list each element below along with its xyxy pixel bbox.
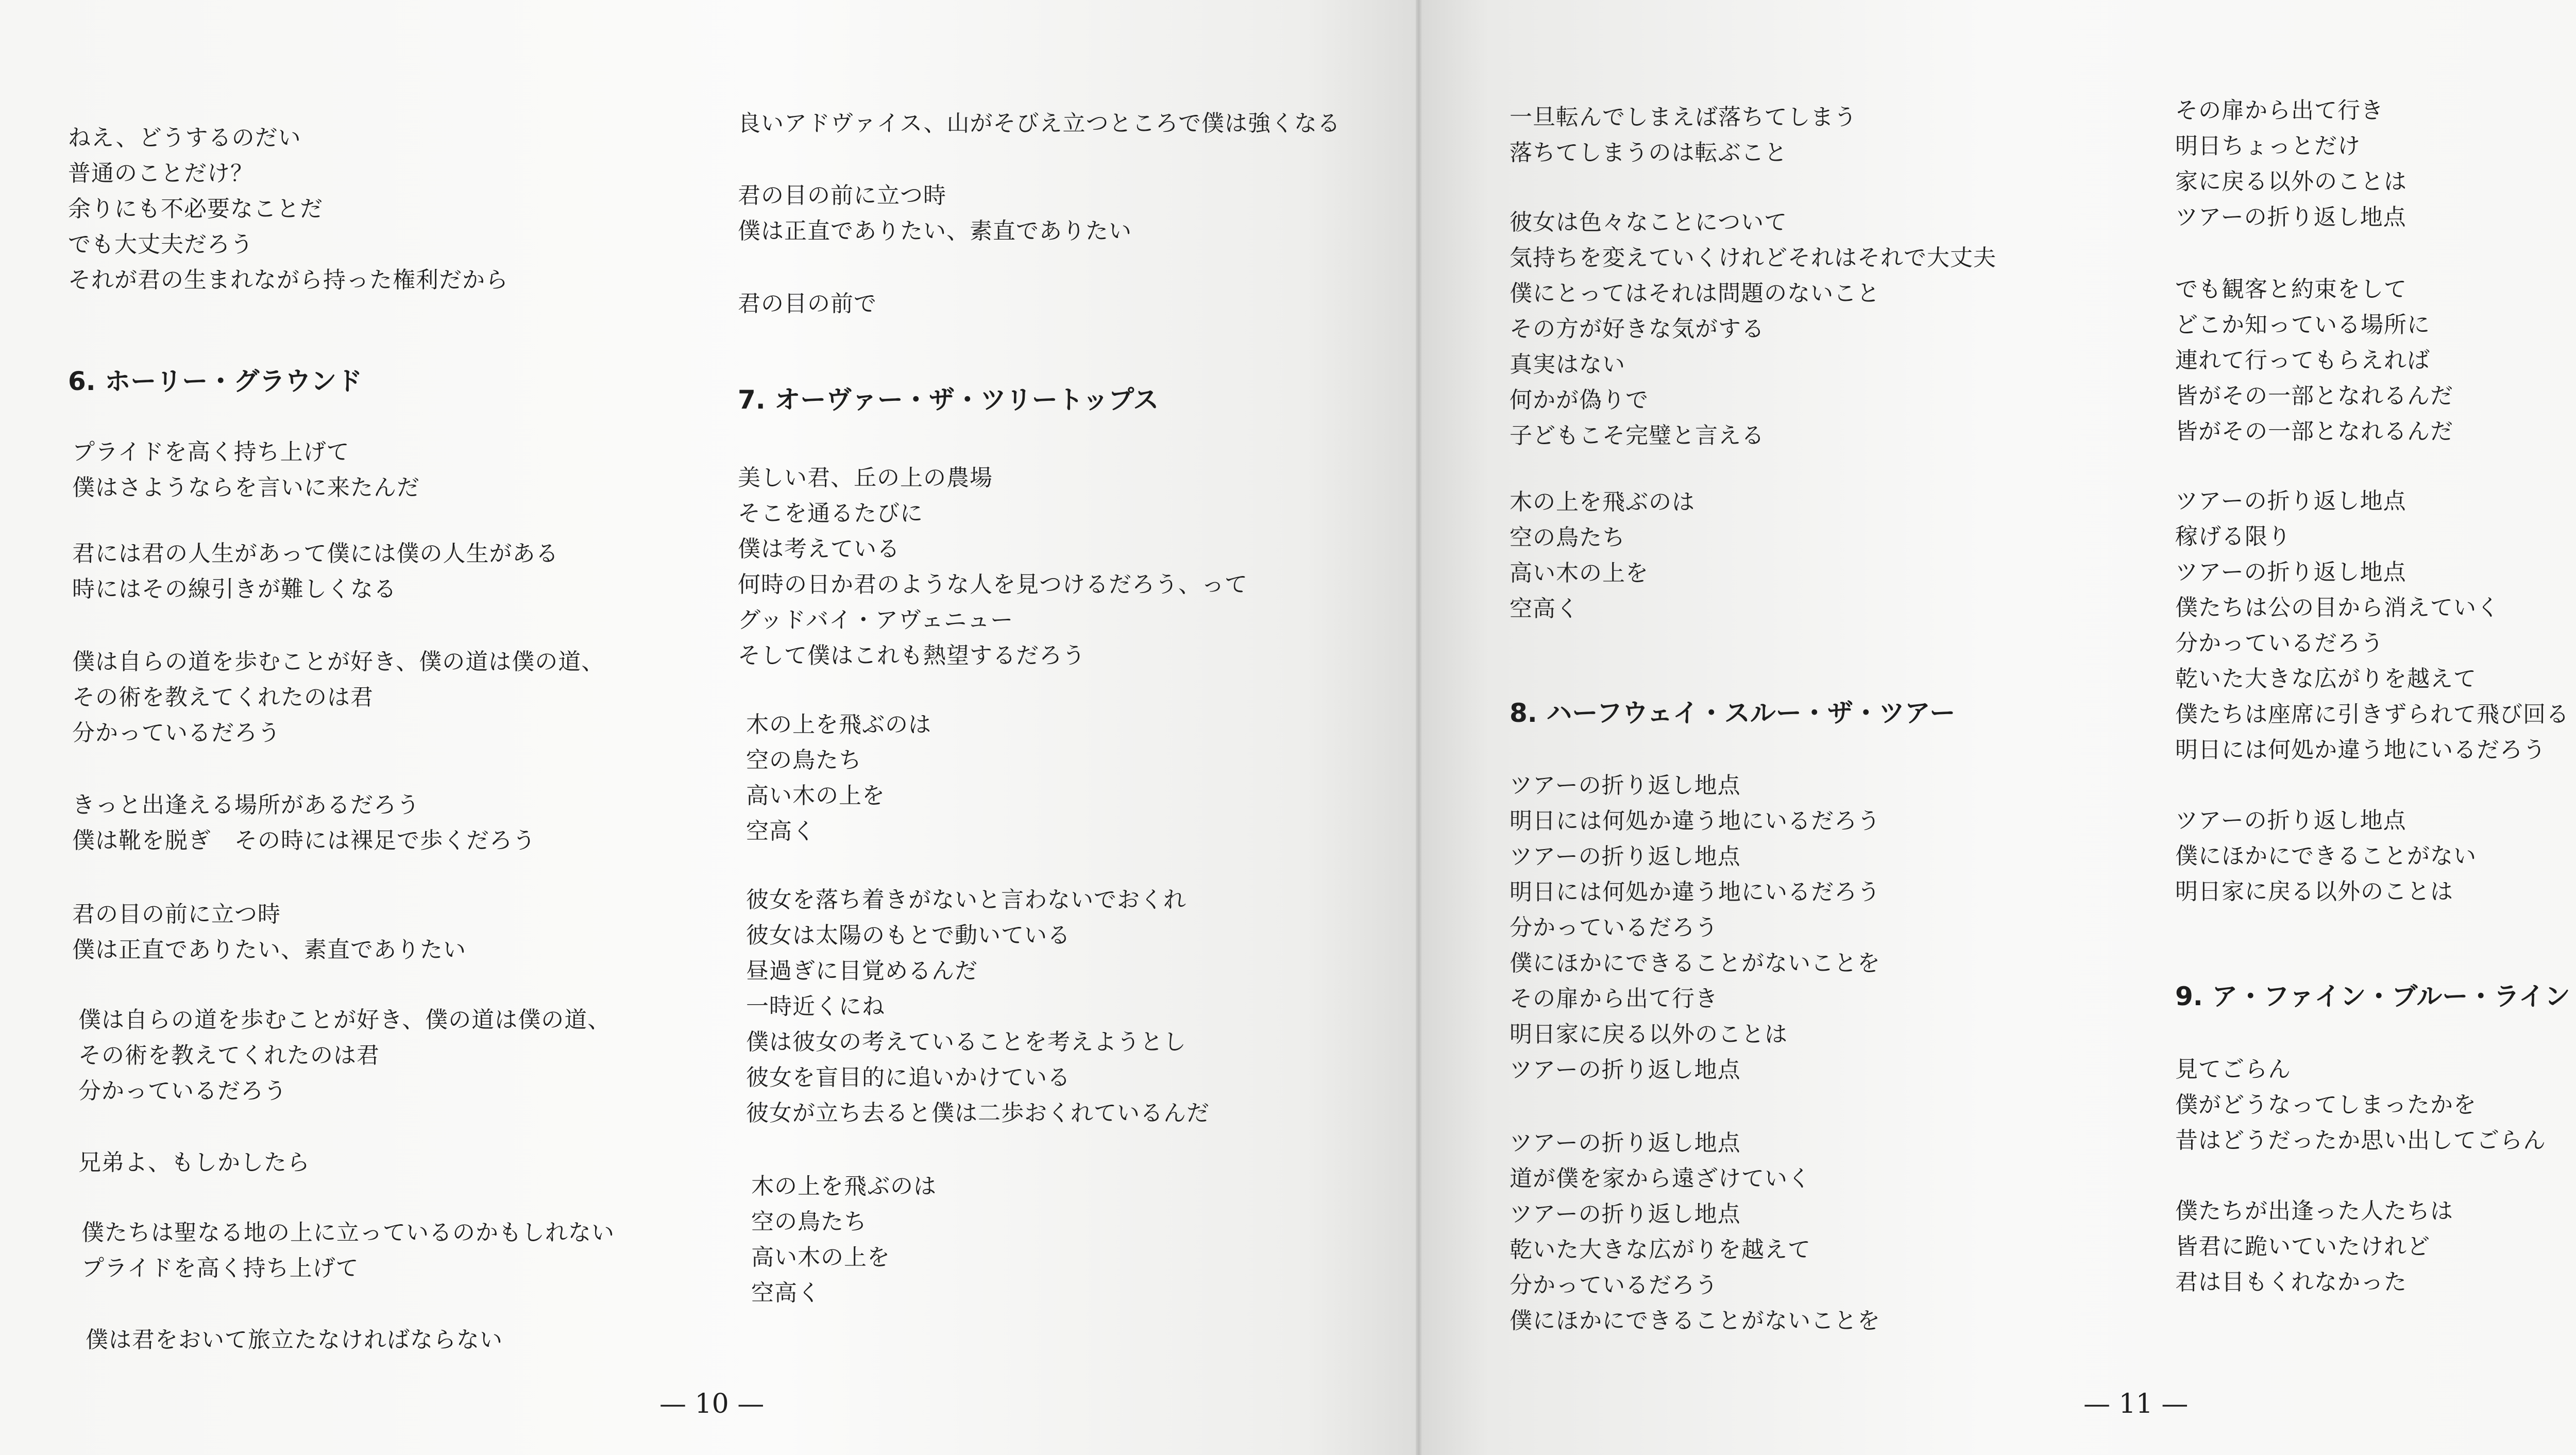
lyric-line: 彼女を盲目的に追いかけている xyxy=(746,1064,1071,1091)
lyric-line: その方が好きな気がする xyxy=(1510,316,1765,342)
lyric-line: その扉から出て行き xyxy=(1510,986,1718,1012)
stanza xyxy=(78,1145,310,1180)
lyric-line: 高い木の上を xyxy=(751,1244,890,1271)
lyric-line: 乾いた大きな広がりを越えて xyxy=(1510,1237,1811,1263)
lyric-line: 僕にほかにできることがない xyxy=(2175,843,2477,869)
lyric-line: 空の鳥たち xyxy=(1510,525,1625,551)
stanza xyxy=(68,120,509,298)
lyric-line: 気持ちを変えていくけれどそれはそれで大丈夫 xyxy=(1510,245,1996,271)
stanza xyxy=(746,882,1210,1131)
lyric-line: その術を教えてくれたのは君 xyxy=(72,684,374,710)
song-title: 7. オーヴァー・ザ・ツリートップス xyxy=(738,385,1159,415)
song-title: 8. ハーフウェイ・スルー・ザ・ツアー xyxy=(1510,698,1956,728)
lyric-line: その術を教えてくれたのは君 xyxy=(78,1042,380,1069)
lyric-line: 僕たちが出逢った人たちは xyxy=(2175,1198,2453,1224)
lyric-line: 余りにも不必要なことだ xyxy=(68,196,323,222)
lyric-line: 彼女が立ち去ると僕は二歩おくれているんだ xyxy=(746,1100,1210,1126)
stanza xyxy=(738,460,1248,673)
lyric-line: そして僕はこれも熱望するだろう xyxy=(738,642,1086,669)
stanza xyxy=(2175,803,2477,909)
lyric-line: 普通のことだけ？ xyxy=(68,160,253,187)
stanza xyxy=(1510,99,1857,171)
lyric-line: 家に戻る以外のことは xyxy=(2175,168,2407,195)
lyric-line: 時にはその線引きが難しくなる xyxy=(72,576,397,602)
page-number-left: — 10 — xyxy=(659,1389,765,1419)
lyric-line: 僕はさようならを言いに来たんだ xyxy=(72,475,420,501)
stanza xyxy=(751,1169,937,1311)
lyric-line: そこを通るたびに xyxy=(738,500,923,527)
lyric-line: 僕にほかにできることがないことを xyxy=(1510,950,1880,976)
lyric-line: 高い木の上を xyxy=(1510,560,1649,586)
stanza xyxy=(1510,1125,1880,1339)
lyric-line: 僕は君をおいて旅立たなければならない xyxy=(86,1327,503,1353)
lyric-line: 明日には何処か違う地にいるだろう xyxy=(1510,879,1880,905)
lyric-line: 明日家に戻る以外のことは xyxy=(1510,1021,1788,1047)
stanza xyxy=(2175,483,2569,768)
lyric-line: ツアーの折り返し地点 xyxy=(1510,1130,1741,1156)
stanza xyxy=(72,787,536,858)
gutter-fold xyxy=(1416,0,1422,1455)
lyric-line: 空高く xyxy=(1510,596,1579,622)
lyric-line: 君は目もくれなかった xyxy=(2175,1269,2407,1295)
song-title: 6. ホーリー・グラウンド xyxy=(68,366,363,396)
lyric-line: 僕は彼女の考えていることを考えようとし xyxy=(746,1029,1187,1055)
stanza xyxy=(78,1002,611,1109)
stanza xyxy=(738,178,1132,249)
lyric-line: 明日家に戻る以外のことは xyxy=(2175,878,2453,905)
lyric-line: 分かっているだろう xyxy=(78,1078,287,1104)
lyric-line: 落ちてしまうのは転ぶこと xyxy=(1510,140,1788,166)
lyric-line: でも観客と約束をして xyxy=(2175,276,2407,302)
lyric-line: 僕たちは聖なる地の上に立っているのかもしれない xyxy=(81,1220,615,1246)
lyric-line: 乾いた大きな広がりを越えて xyxy=(2175,666,2477,692)
lyric-line: 空の鳥たち xyxy=(746,747,862,773)
lyric-line: ツアーの折り返し地点 xyxy=(1510,843,1741,870)
lyric-line: 明日ちょっとだけ xyxy=(2175,133,2361,159)
lyric-line: 空高く xyxy=(751,1280,821,1306)
lyric-line: 僕は考えている xyxy=(738,536,900,562)
stanza xyxy=(738,286,877,322)
lyric-line: ツアーの折り返し地点 xyxy=(2175,807,2406,834)
lyric-line: 僕がどうなってしまったかを xyxy=(2175,1092,2477,1118)
lyric-line: 僕たちは座席に引きずられて飛び回る xyxy=(2175,701,2569,728)
lyric-line: 一旦転んでしまえば落ちてしまう xyxy=(1510,104,1857,130)
lyric-line: 兄弟よ、もしかしたら xyxy=(78,1149,310,1176)
stanza xyxy=(72,896,466,968)
lyric-line: 僕は靴を脱ぎ その時には裸足で歩くだろう xyxy=(72,827,536,854)
stanza xyxy=(72,536,559,607)
stanza xyxy=(2175,1193,2453,1300)
stanza xyxy=(2175,272,2453,449)
lyric-line: 君の目の前で xyxy=(738,291,877,317)
lyric-line: 何時の日か君のような人を見つけるだろう、って xyxy=(738,571,1248,598)
lyric-line: 君の目の前に立つ時 xyxy=(738,182,946,209)
lyric-line: 良いアドヴァイス、山がそびえ立つところで僕は強くなる xyxy=(738,110,1341,137)
lyric-line: 高い木の上を xyxy=(746,783,885,809)
lyric-line: 木の上を飛ぶのは xyxy=(751,1173,937,1199)
lyric-line: 稼げる限り xyxy=(2175,523,2291,550)
stanza xyxy=(1510,205,1996,453)
stanza xyxy=(746,707,931,849)
lyric-line: 木の上を飛ぶのは xyxy=(746,712,931,738)
lyric-line: 子どもこそ完璧と言える xyxy=(1510,422,1765,449)
lyric-line: ツアーの折り返し地点 xyxy=(2175,204,2406,230)
lyric-line: 昼過ぎに目覚めるんだ xyxy=(746,958,978,984)
lyric-line: 道が僕を家から遠ざけていく xyxy=(1510,1165,1811,1192)
lyric-line: 僕は自らの道を歩むことが好き、僕の道は僕の道、 xyxy=(72,649,605,675)
lyric-line: ツアーの折り返し地点 xyxy=(1510,772,1741,799)
lyric-line: 昔はどうだったか思い出してごらん xyxy=(2175,1127,2546,1154)
lyric-line: 皆がその一部となれるんだ xyxy=(2175,383,2453,409)
lyric-line: 皆がその一部となれるんだ xyxy=(2175,418,2453,445)
stanza xyxy=(2175,1052,2546,1158)
lyric-line: ツアーの折り返し地点 xyxy=(2175,559,2406,585)
lyric-line: 明日には何処か違う地にいるだろう xyxy=(1510,808,1880,834)
lyric-line: 分かっているだろう xyxy=(72,720,281,746)
stanza xyxy=(81,1215,615,1286)
lyric-line: 見てごらん xyxy=(2175,1056,2291,1082)
lyric-line: ツアーの折り返し地点 xyxy=(1510,1057,1741,1083)
lyric-line: 彼女を落ち着きがないと言わないでおくれ xyxy=(746,887,1187,913)
stanza xyxy=(72,644,604,751)
lyric-line: 彼女は色々なことについて xyxy=(1510,209,1788,235)
lyric-line: 明日には何処か違う地にいるだろう xyxy=(2175,737,2546,763)
lyric-line: プライドを高く持ち上げて xyxy=(72,439,350,465)
lyric-line: その扉から出て行き xyxy=(2175,97,2384,124)
stanza xyxy=(2175,93,2407,235)
lyric-line: 何かが偽りで xyxy=(1510,387,1649,413)
lyric-line: 僕にほかにできることがないことを xyxy=(1510,1308,1880,1334)
lyric-line: グッドバイ・アヴェニュー xyxy=(738,607,1014,633)
lyric-line: 皆君に跪いていたけれど xyxy=(2175,1233,2430,1260)
lyric-line: でも大丈夫だろう xyxy=(68,231,253,258)
stanza xyxy=(1510,484,1695,627)
lyric-line: 一時近くにね xyxy=(746,993,885,1020)
lyric-line: 僕は正直でありたい、素直でありたい xyxy=(738,218,1132,244)
lyric-line: きっと出逢える場所があるだろう xyxy=(72,792,420,818)
lyric-line: 僕にとってはそれは問題のないこと xyxy=(1510,280,1880,307)
lyric-line: それが君の生まれながら持った権利だから xyxy=(68,267,509,293)
stanza xyxy=(1510,768,1880,1088)
lyric-line: 分かっているだろう xyxy=(1510,915,1718,941)
lyric-line: 連れて行ってもらえれば xyxy=(2175,347,2430,374)
lyric-line: プライドを高く持ち上げて xyxy=(81,1255,359,1281)
song-title: 9. ア・ファイン・ブルー・ライン xyxy=(2175,982,2570,1011)
lyric-line: ツアーの折り返し地点 xyxy=(2175,488,2406,514)
lyric-line: ねえ、どうするのだい xyxy=(68,125,301,151)
stanza xyxy=(86,1322,503,1358)
lyric-line: 美しい君、丘の上の農場 xyxy=(738,465,993,491)
lyric-line: 分かっているだろう xyxy=(1510,1272,1718,1298)
lyric-line: 木の上を飛ぶのは xyxy=(1510,489,1695,515)
page-number-right: — 11 — xyxy=(2083,1389,2189,1419)
lyric-line: 空の鳥たち xyxy=(751,1209,867,1235)
lyric-line: ツアーの折り返し地点 xyxy=(1510,1201,1741,1227)
lyric-line: 空高く xyxy=(746,818,816,844)
lyric-line: 僕たちは公の目から消えていく xyxy=(2175,595,2500,621)
lyric-line: どこか知っている場所に xyxy=(2175,312,2430,338)
stanza xyxy=(738,106,1341,141)
lyric-line: 彼女は太陽のもとで動いている xyxy=(746,922,1071,949)
lyric-line: 分かっているだろう xyxy=(2175,630,2384,656)
lyric-line: 君には君の人生があって僕には僕の人生がある xyxy=(72,540,559,567)
lyric-line: 僕は自らの道を歩むことが好き、僕の道は僕の道、 xyxy=(78,1007,611,1033)
stanza xyxy=(72,434,420,505)
lyric-line: 僕は正直でありたい、素直でありたい xyxy=(72,937,466,963)
lyric-line: 真実はない xyxy=(1510,351,1625,378)
lyric-line: 君の目の前に立つ時 xyxy=(72,901,281,927)
